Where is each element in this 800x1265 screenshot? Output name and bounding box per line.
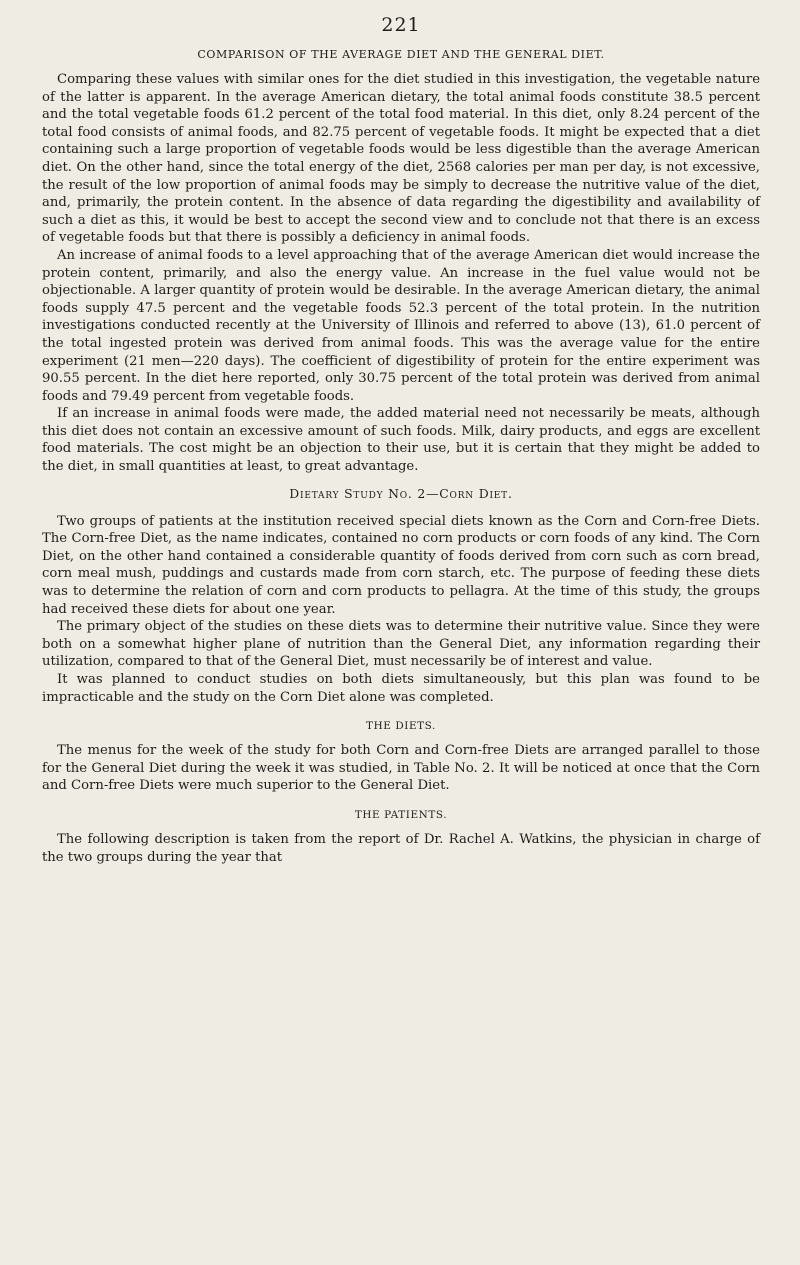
subheading-the-diets: THE DIETS.: [366, 720, 436, 733]
paragraph-diets-1: The menus for the week of the study for both Corn and Corn-free Diets are arranged parallel to those for the General Diet during the week it was studied, in Table No. 2. It will be noticed at once that the Corn and Corn-free Diets were much superior to the General Diet.: [42, 743, 760, 794]
paragraph-intro-3: If an increase in animal foods were made, the added material need not necessarily be meats, although this diet does not contain an excessive amount of such foods. Milk, dairy products, and eggs are excellent food materials. The cost might be an objection to their use, but it is certain that they might be added to the diet, in small quantities at least, to great advantage.: [42, 406, 760, 475]
paragraph-study-1: Two groups of patients at the institution received special diets known as the Corn and Corn-free Diets. The Corn-free Diet, as the name indicates, contained no corn products or corn foods of any kind. The Corn Diet, on the other hand contained a considerable quantity of foods derived from corn such as corn bread, corn meal mush, puddings and custards made from corn starch, etc. The purpose of feeding these diets was to determine the relation of corn and corn products to pellagra. At the time of this study, the groups had received these diets for about one year.: [42, 513, 760, 617]
running-head: COMPARISON OF THE AVERAGE DIET AND THE GENERAL DIET.: [197, 48, 605, 61]
section-heading-dietary-study: Dietary Study No. 2—Corn Diet.: [289, 485, 513, 501]
subheading-the-patients: THE PATIENTS.: [354, 808, 448, 821]
page-number: 221: [381, 14, 421, 36]
paragraph-intro-1: Comparing these values with similar ones for the diet studied in this investigation, the vegetable nature of the latter is apparent. In the average American dietary, the total animal foods constitute 38.5 percent and the total vegetable foods 61.2 percent of the total food material. In this diet, only 8.24 percent of the total food consists of animal foods, and 82.75 percent of vegetable foods. It might be expected that a diet containing such a large proportion of vegetable foods would be less digestible than the average American diet. On the other hand, since the total energy of the diet, 2568 calories per man per day, is not excessive, the result of the low proportion of animal foods may be simply to decrease the nutritive value of the diet, and, primarily, the protein content. In the absence of data regarding the digestibility and availability of such a diet as this, it would be best to accept the second view and to conclude not that there is an excess of vegetable foods but that there is possibly a deficiency in animal foods.: [42, 72, 760, 246]
paragraph-study-3: It was planned to conduct studies on both diets simultaneously, but this plan was found to be impracticable and the study on the Corn Diet alone was completed.: [42, 672, 760, 705]
paragraph-intro-2: An increase of animal foods to a level approaching that of the average American diet would increase the protein content, primarily, and also the energy value. An increase in the fuel value would not be objectionable. A larger quantity of protein would be desirable. In the average American dietary, the animal foods supply 47.5 percent and the vegetable foods 52.3 percent of the total protein. In the nutrition investigations conducted recently at the University of Illinois and referred to above (13), 61.0 percent of the total ingested protein was derived from animal foods. This was the average value for the entire experiment (21 men—220 days). The coefficient of digestibility of protein for the entire experiment was 90.55 percent. In the diet here reported, only 30.75 percent of the total protein was derived from animal foods and 79.49 percent from vegetable foods.: [42, 247, 760, 404]
paragraph-study-2: The primary object of the studies on these diets was to determine their nutritive value. Since they were both on a somewhat higher plane of nutrition than the General Diet, any information regarding their utilization, compared to that of the General Diet, must necessarily be of interest and value.: [42, 619, 760, 670]
paragraph-patients-1: The following description is taken from the report of Dr. Rachel A. Watkins, the physician in charge of the two groups during the year that: [42, 831, 760, 865]
